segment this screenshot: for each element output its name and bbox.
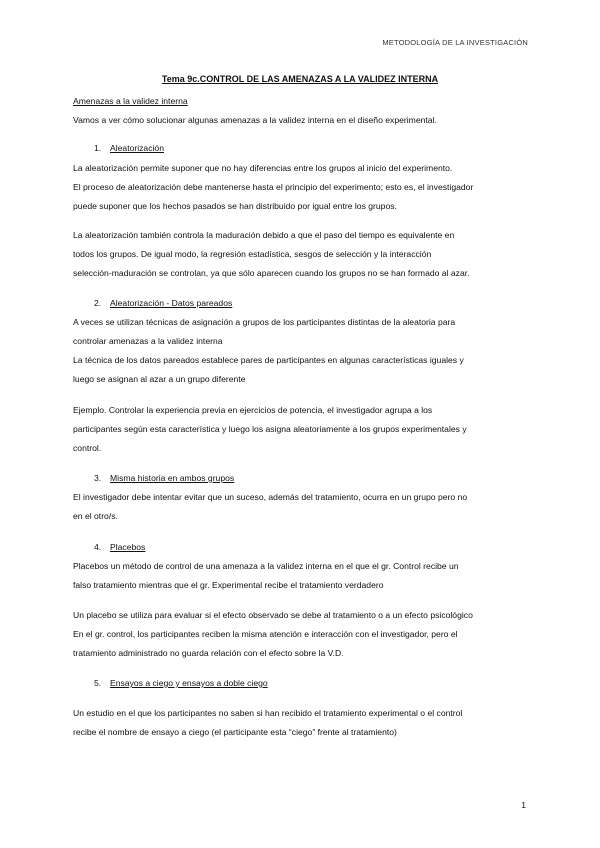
item-heading-text: Placebos xyxy=(110,542,146,552)
item-heading-text: Misma historia en ambos grupos xyxy=(110,473,235,483)
body-line: En el gr. control, los participantes reciben la misma atención e interacción con el investigador, pero el xyxy=(73,629,458,639)
body-line: selección-maduración se controlan, ya que sólo aparecen cuando los grupos no se han formado al azar. xyxy=(73,268,470,278)
document-title: Tema 9c.CONTROL DE LAS AMENAZAS A LA VALIDEZ INTERNA xyxy=(161,74,439,84)
item-heading-1 xyxy=(94,142,164,154)
body-line: participantes según esta característica y luego los asigna aleatoriamente a los grupos experimentales y xyxy=(73,424,467,434)
body-line: tratamiento administrado no guarda relación con el efecto sobre la V.D. xyxy=(73,648,344,658)
body-line: recibe el nombre de ensayo a ciego (el participante esta “ciego” frente al tratamiento) xyxy=(73,727,397,737)
item-number: 1. xyxy=(94,143,102,153)
body-line: Placebos un método de control de una amenaza a la validez interna en el que el gr. Control recibe un xyxy=(73,561,459,571)
item-number: 3. xyxy=(94,473,102,483)
body-line: A veces se utilizan técnicas de asignación a grupos de los participantes distintas de la aleatoria para xyxy=(73,317,456,327)
body-line: La aleatorización permite suponer que no hay diferencias entre los grupos al inicio del experimento. xyxy=(73,163,453,173)
body-line: Ejemplo. Controlar la experiencia previa en ejercicios de potencia, el investigador agrupa a los xyxy=(73,405,433,415)
intro-paragraph: Vamos a ver cómo solucionar algunas amenazas a la validez interna en el diseño experimental. xyxy=(73,115,437,125)
item-number: 4. xyxy=(94,542,102,552)
item-heading-2 xyxy=(94,297,233,309)
body-line: luego se asignan al azar a un grupo diferente xyxy=(73,374,246,384)
body-line: puede suponer que los hechos pasados se han distribuido por igual entre los grupos. xyxy=(73,201,397,211)
item-heading-text: Aleatorización xyxy=(110,143,164,153)
item-heading-text: Ensayos a ciego y ensayos a doble ciego xyxy=(110,678,268,688)
running-header: METODOLOGÍA DE LA INVESTIGACIÓN xyxy=(382,38,528,47)
body-line: todos los grupos. De igual modo, la regresión estadística, sesgos de selección y la interacción xyxy=(73,249,432,259)
body-line: control. xyxy=(73,443,102,453)
item-number: 2. xyxy=(94,298,102,308)
item-number: 5. xyxy=(94,678,102,688)
item-heading-3 xyxy=(94,472,235,484)
body-line: Un placebo se utiliza para evaluar si el efecto observado se debe al tratamiento o a un efecto psicológico xyxy=(73,610,473,620)
item-heading-4 xyxy=(94,541,146,553)
body-line: La aleatorización también controla la maduración debido a que el paso del tiempo es equivalente en xyxy=(73,230,455,240)
item-heading-5 xyxy=(94,677,268,689)
body-line: El proceso de aleatorización debe mantenerse hasta el principio del experimento; esto es, el investigador xyxy=(73,182,474,192)
item-heading-text: Aleatorización - Datos pareados xyxy=(110,298,233,308)
body-line: Un estudio en el que los participantes no saben si han recibido el tratamiento experimental o el control xyxy=(73,708,463,718)
body-line: La técnica de los datos pareados establece pares de participantes en algunas características iguales y xyxy=(73,355,464,365)
body-line: El investigador debe intentar evitar que un suceso, además del tratamiento, ocurra en un grupo pero no xyxy=(73,492,468,502)
section-heading: Amenazas a la validez interna xyxy=(73,96,188,106)
body-line: en el otro/s. xyxy=(73,511,118,521)
page-number: 1 xyxy=(521,800,526,810)
body-line: controlar amenazas a la validez interna xyxy=(73,336,223,346)
body-line: falso tratamiento mientras que el gr. Experimental recibe el tratamiento verdadero xyxy=(73,580,384,590)
